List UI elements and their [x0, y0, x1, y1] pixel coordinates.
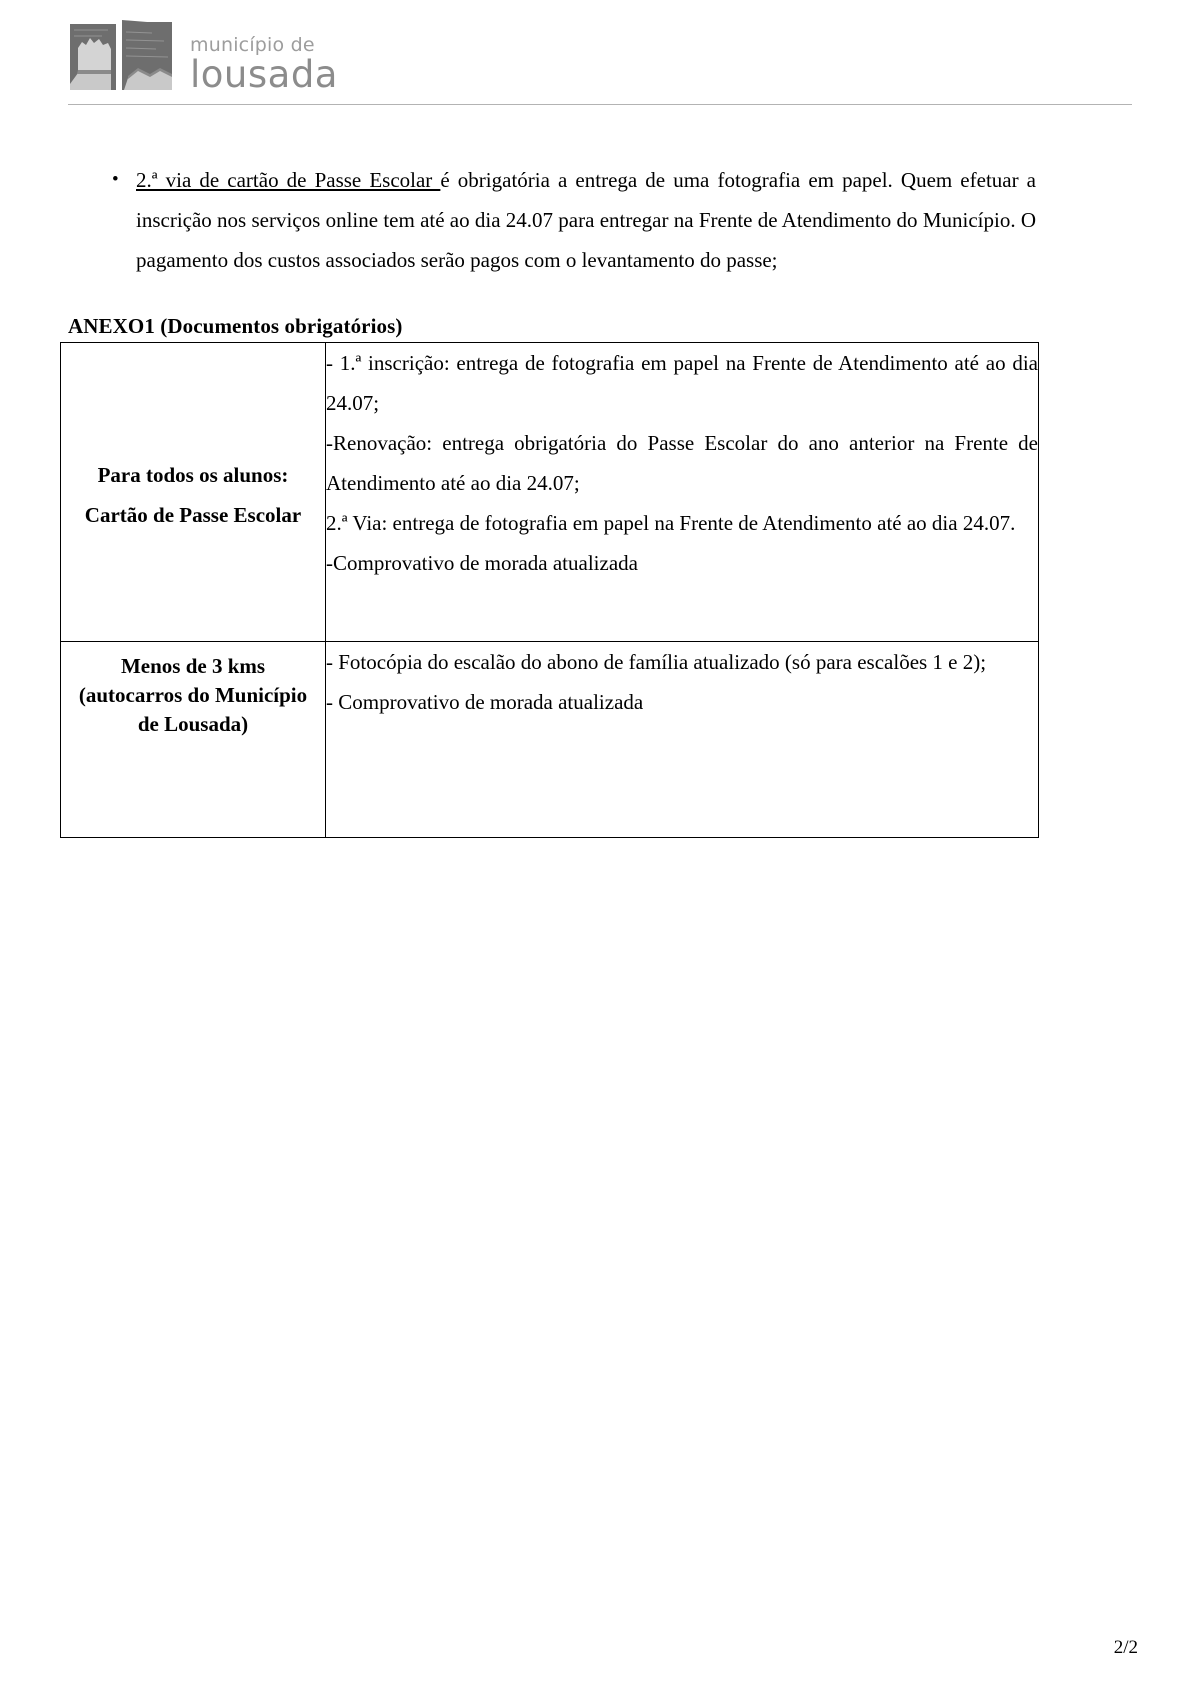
requirement-line: - Fotocópia do escalão do abono de família atualizado (só para escalões 1 e 2);: [326, 650, 987, 674]
table-row: [61, 642, 1039, 838]
logo-line-lousada: lousada: [190, 53, 338, 96]
table-cell-category: [61, 642, 326, 838]
annex-title: ANEXO1 (Documentos obrigatórios): [68, 314, 403, 338]
page-number: 2/2: [1113, 1637, 1138, 1658]
logo-wordmark: [190, 35, 338, 96]
lousada-crest-icon: [68, 18, 176, 96]
intro-bullets: [96, 160, 1036, 280]
required-documents-table: [60, 342, 1039, 838]
category-label-line2: Cartão de Passe Escolar: [84, 503, 302, 527]
requirement-line: - Comprovativo de morada atualizada: [326, 690, 644, 714]
logo-line-municipio: município de: [190, 34, 315, 56]
bullet-underlined-lead: 2.ª via de cartão de Passe Escolar: [136, 168, 441, 192]
logo: [68, 18, 1132, 96]
document-header: [68, 18, 1132, 108]
list-item: [136, 160, 1036, 280]
requirement-line: - 1.ª inscrição: entrega de fotografia em papel na Frente de Atendimento até ao dia 24.07;: [326, 351, 1038, 415]
header-divider: [68, 104, 1132, 105]
table-cell-category: [61, 343, 326, 642]
category-label-line3: de Lousada): [137, 712, 249, 736]
category-label-line1: Para todos os alunos:: [97, 463, 289, 487]
bullet-text: é obrigatória a entrega de uma fotografia em papel. Quem efetuar a inscrição nos serviços online tem até ao dia 24.07 para entregar na Frente de Atendimento do Município. O pagamento dos custos associados serão pagos com o levantamento do passe;: [136, 168, 1036, 272]
table-cell-requirements: [326, 642, 1039, 838]
requirement-line: -Renovação: entrega obrigatória do Passe Escolar do ano anterior na Frente de Atendimento até ao dia 24.07;: [326, 431, 1038, 495]
category-label-line1: Menos de 3 kms: [120, 654, 266, 678]
requirement-line: 2.ª Via: entrega de fotografia em papel na Frente de Atendimento até ao dia 24.07.: [326, 511, 1016, 535]
category-label-line2: (autocarros do Município: [78, 683, 308, 707]
table-row: [61, 343, 1039, 642]
table-cell-requirements: [326, 343, 1039, 642]
requirement-line: -Comprovativo de morada atualizada: [326, 551, 638, 575]
